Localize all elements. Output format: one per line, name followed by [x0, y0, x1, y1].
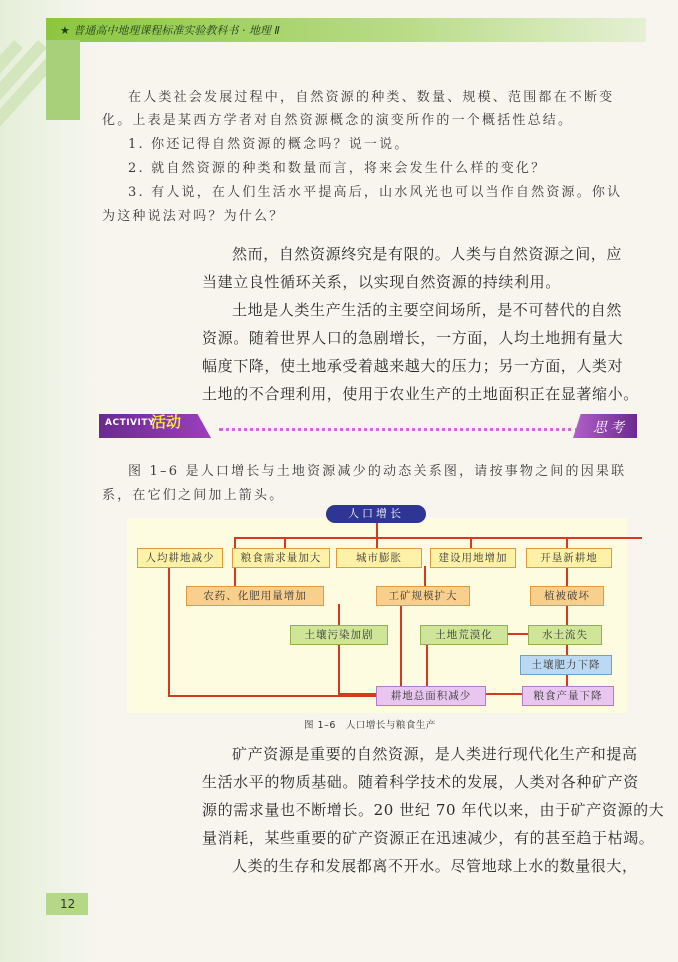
connector [566, 566, 568, 588]
connector [400, 604, 402, 692]
node-food-demand: 粮食需求量加大 [232, 548, 330, 568]
activity-dotted-line [219, 428, 579, 431]
question-3: 3. 有人说，在人们生活水平提高后，山水风光也可以当作自然资源。你认 [128, 185, 623, 200]
body-line: 资源。随着世界人口的急剧增长，一方面，人均土地拥有量大 [202, 329, 624, 347]
node-grain-output: 粮食产量下降 [522, 686, 614, 706]
activity-label-cn: 活动 [151, 413, 182, 431]
connector [566, 604, 568, 626]
node-mining-expand: 工矿规模扩大 [376, 586, 470, 606]
body-line: 幅度下降，使土地承受着越来越大的压力；另一方面，人类对 [202, 357, 624, 375]
connector [424, 566, 426, 588]
body-line: 土地的不合理利用，使用于农业生产的土地面积正在显著缩小。 [202, 385, 639, 403]
think-label: 思考 [593, 420, 627, 436]
node-fertility-decline: 土壤肥力下降 [520, 655, 612, 675]
figure-caption: 图 1–6 人口增长与粮食生产 [304, 720, 436, 731]
question-2: 2. 就自然资源的种类和数量而言，将来会发生什么样的变化？ [128, 161, 547, 176]
connector [484, 693, 524, 695]
body-line: 人类的生存和发展都离不开水。尽管地球上水的数量很大， [232, 857, 638, 875]
node-soil-erosion: 水土流失 [528, 625, 602, 645]
task-line: 图 1–6 是人口增长与土地资源减少的动态关系图，请按事物之间的因果联 [128, 464, 627, 479]
connector [506, 633, 528, 635]
connector [234, 566, 236, 588]
activity-label-en: ACTIVITY [105, 418, 156, 428]
header-accent [46, 40, 80, 120]
body-line: 矿产资源是重要的自然资源，是人类进行现代化生产和提高 [232, 745, 638, 763]
connector [338, 642, 340, 694]
body-line: 量消耗，某些重要的矿产资源正在迅速减少，有的甚至趋于枯竭。 [202, 829, 655, 847]
body-line: 当建立良性循环关系，以实现自然资源的持续利用。 [202, 273, 561, 291]
node-new-farmland: 开垦新耕地 [526, 548, 612, 568]
intro-line: 化。上表是某西方学者对自然资源概念的演变所作的一个概括性总结。 [102, 113, 574, 128]
connector [168, 566, 170, 696]
body-line: 土地是人类生产生活的主要空间场所，是不可替代的自然 [232, 301, 623, 319]
diagram-title: 人口增长 [326, 505, 426, 523]
header-title: ★ 普通高中地理课程标准实验教科书 · 地理 Ⅱ [60, 24, 280, 37]
body-line: 生活水平的物质基础。随着科学技术的发展，人类对各种矿产资 [202, 773, 639, 791]
task-line: 系，在它们之间加上箭头。 [102, 488, 285, 503]
connector [338, 604, 340, 626]
page-number: 12 [60, 897, 76, 911]
node-desertification: 土地荒漠化 [420, 625, 508, 645]
node-farmland-decrease: 耕地总面积减少 [376, 686, 486, 706]
node-construction-land: 建设用地增加 [430, 548, 516, 568]
page-number-box [46, 893, 88, 915]
body-line: 然而，自然资源终究是有限的。人类与自然资源之间，应 [232, 245, 623, 263]
body-line: 源的需求量也不断增长。20 世纪 70 年代以来，由于矿产资源的大 [202, 801, 665, 819]
question-3-cont: 为这种说法对吗？为什么？ [102, 209, 285, 224]
node-pesticide: 农药、化肥用量增加 [186, 586, 324, 606]
node-vegetation: 植被破坏 [530, 586, 604, 606]
node-city-expansion: 城市膨胀 [336, 548, 422, 568]
intro-line: 在人类社会发展过程中，自然资源的种类、数量、规模、范围都在不断变 [128, 90, 615, 105]
connector [376, 523, 378, 551]
node-per-capita-land: 人均耕地减少 [137, 548, 223, 568]
node-soil-pollution: 土壤污染加剧 [290, 625, 388, 645]
connector [168, 695, 378, 697]
connector [426, 642, 428, 692]
activity-banner [99, 408, 637, 438]
question-1: 1. 你还记得自然资源的概念吗？说一说。 [128, 137, 410, 152]
connector [234, 537, 642, 539]
